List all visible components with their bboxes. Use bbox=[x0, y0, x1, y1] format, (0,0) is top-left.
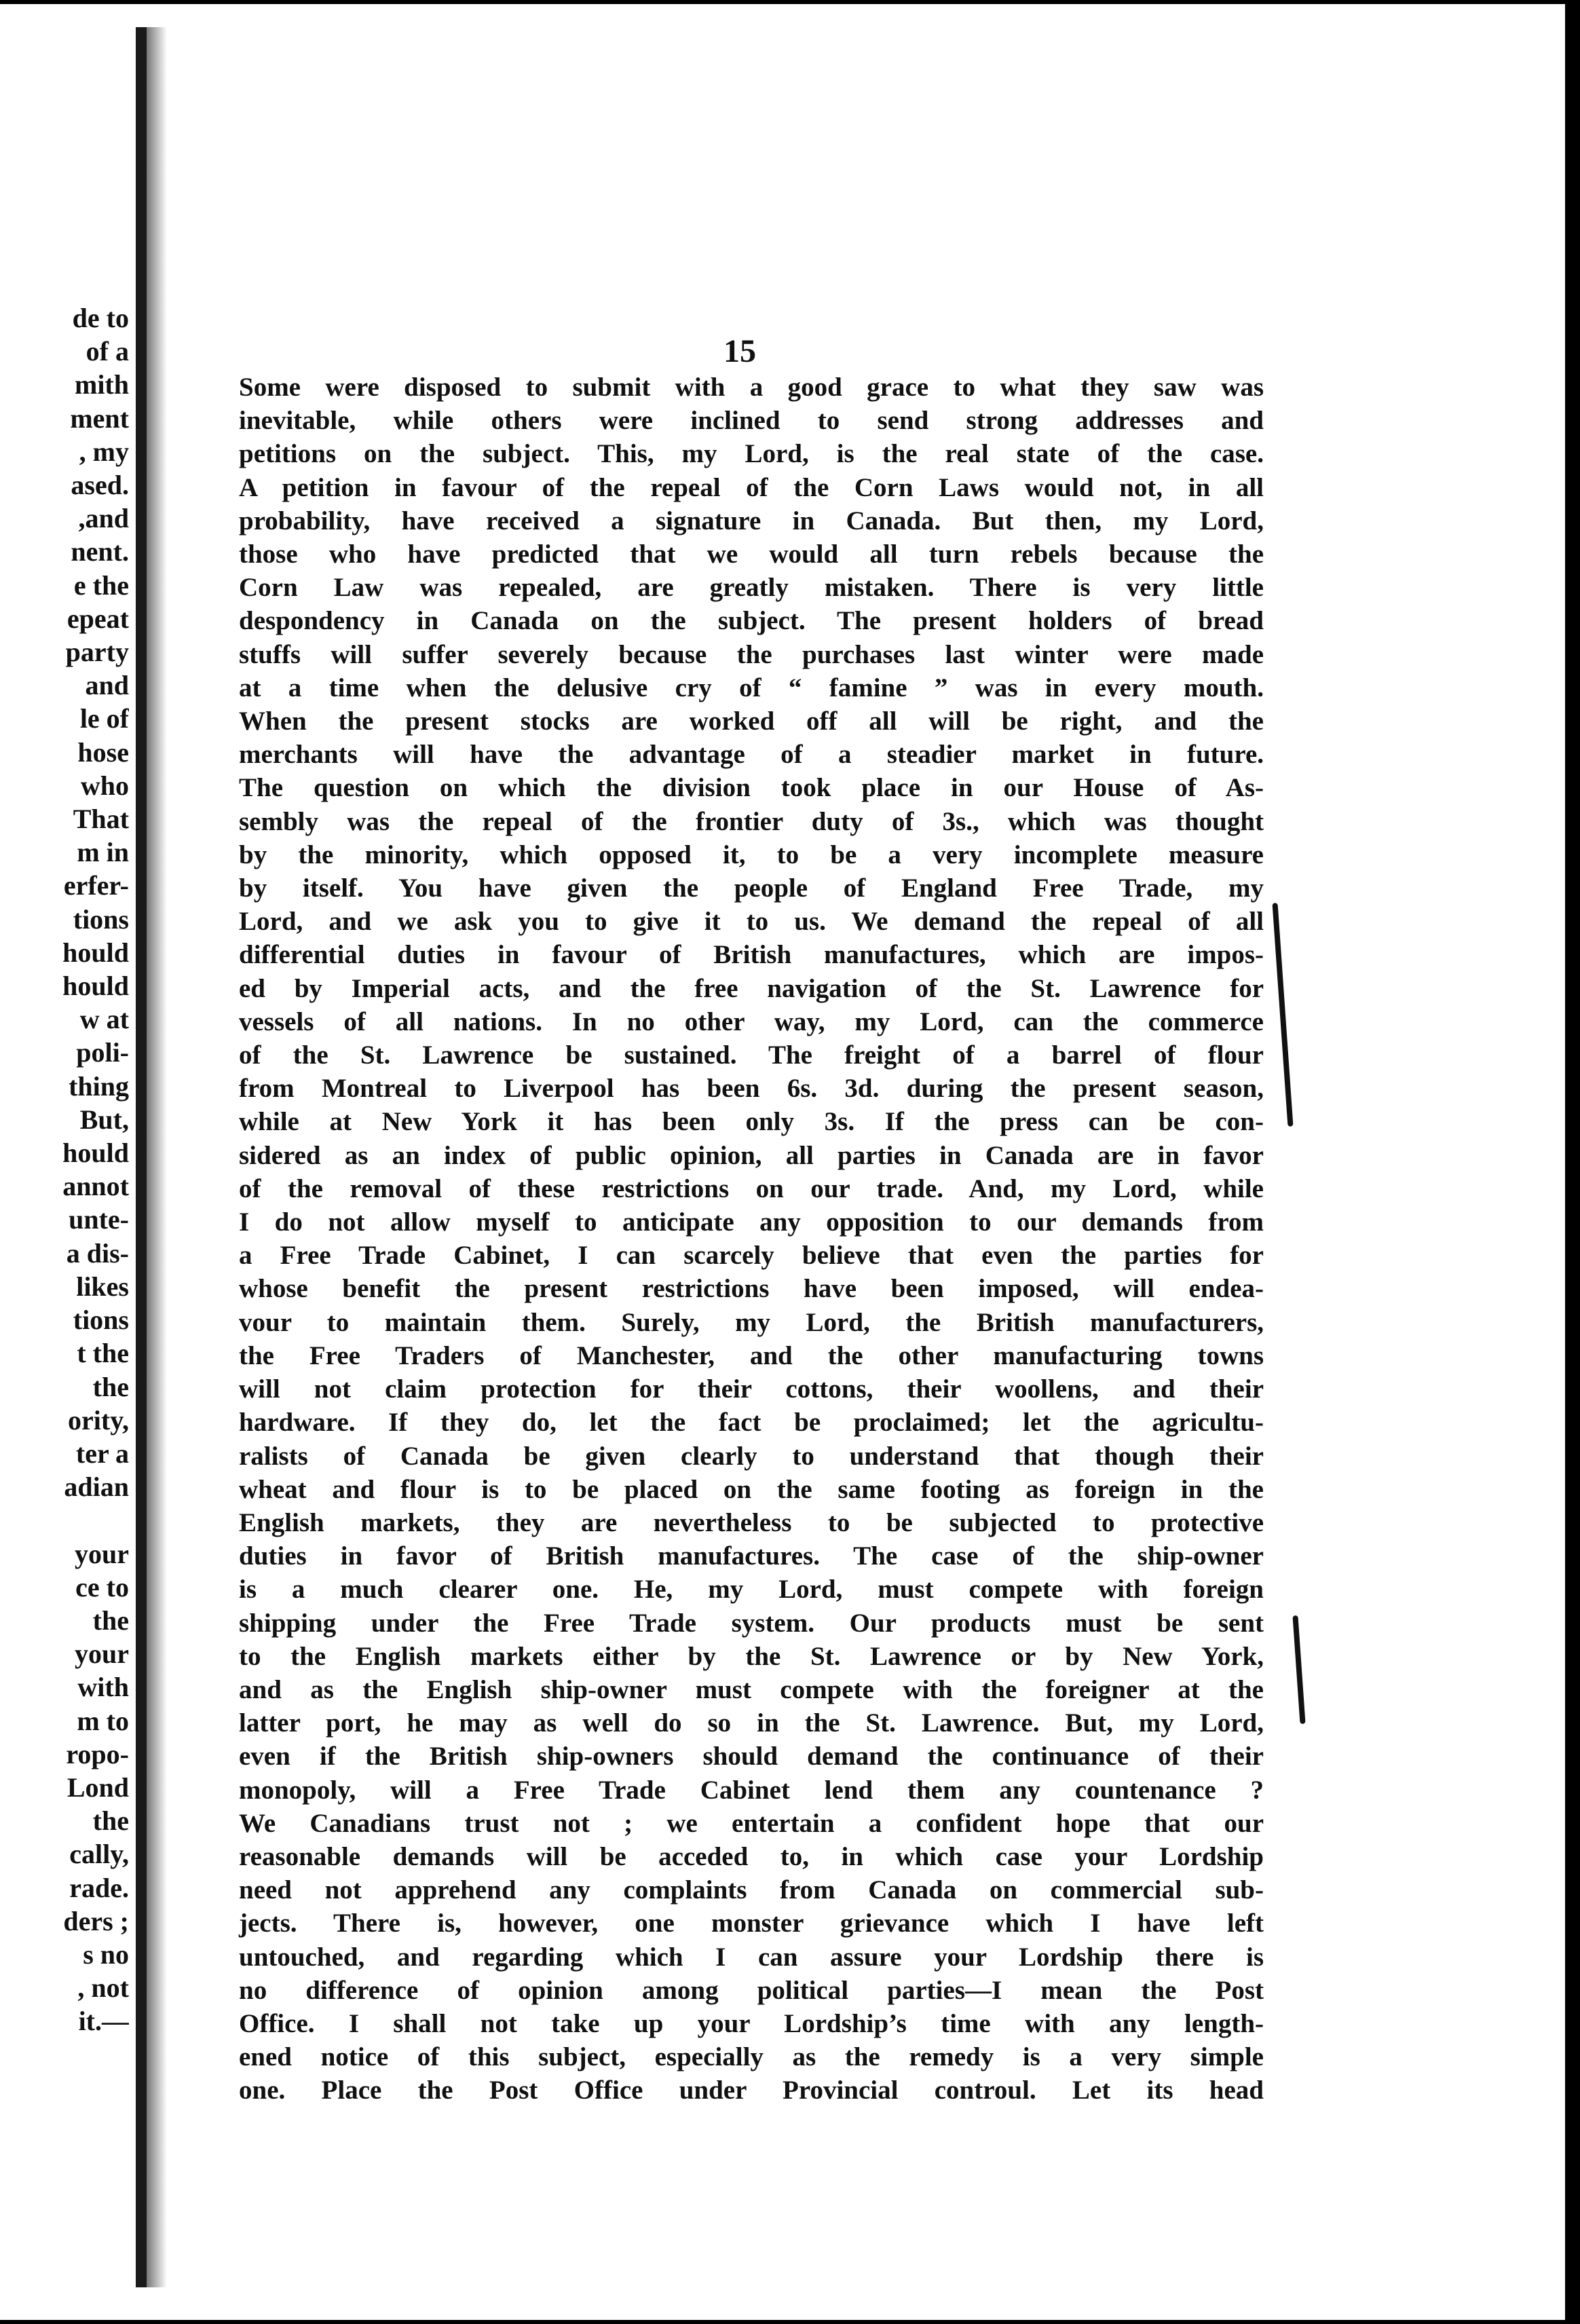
fragment-line: w at bbox=[79, 1004, 129, 1035]
fragment-line: epeat bbox=[67, 603, 129, 634]
text-line: sidered as an index of public opinion, all parties in Canada are in favor bbox=[239, 1140, 1264, 1170]
fragment-line: hould bbox=[62, 971, 129, 1002]
page-number: 15 bbox=[723, 333, 756, 369]
fragment-line: unte- bbox=[69, 1204, 129, 1235]
fragment-line: the bbox=[92, 1605, 129, 1636]
text-line: Some were disposed to submit with a good grace to what they saw was bbox=[239, 373, 1264, 402]
book-gutter bbox=[136, 27, 147, 2287]
text-line: latter port, he may as well do so in the St. Lawrence. But, my Lord, bbox=[239, 1708, 1264, 1738]
fragment-line: ropo- bbox=[66, 1738, 129, 1769]
gutter-shadow bbox=[147, 27, 167, 2287]
text-line: by itself. You have given the people of England Free Trade, my bbox=[239, 874, 1264, 903]
text-line: of the St. Lawrence be sustained. The freight of a barrel of flour bbox=[239, 1041, 1264, 1070]
text-line: vour to maintain them. Surely, my Lord, the British manufacturers, bbox=[239, 1307, 1264, 1337]
text-line: at a time when the delusive cry of “ famine ” was in every mouth. bbox=[239, 673, 1264, 702]
text-line: probability, have received a signature in Canada. But then, my Lord, bbox=[239, 506, 1264, 536]
fragment-line: Lond bbox=[67, 1772, 129, 1803]
text-line: a Free Trade Cabinet, I can scarcely believe that even the parties for bbox=[239, 1241, 1264, 1271]
fragment-line: ter a bbox=[75, 1438, 129, 1469]
fragment-line: But, bbox=[79, 1104, 129, 1135]
text-line: hardware. If they do, let the fact be proclaimed; let the agricultu- bbox=[239, 1408, 1264, 1438]
text-line: English markets, they are nevertheless to be subjected to protective bbox=[239, 1507, 1264, 1537]
text-line: those who have predicted that we would all turn rebels because the bbox=[239, 540, 1264, 569]
fragment-line: hould bbox=[62, 1138, 129, 1169]
margin-mark bbox=[1292, 1615, 1305, 1724]
text-line: no difference of opinion among political parties—I mean the Post bbox=[239, 1975, 1264, 2005]
text-line: from Montreal to Liverpool has been 6s. 3d. during the present season, bbox=[239, 1074, 1264, 1104]
text-line: ralists of Canada be given clearly to understand that though their bbox=[239, 1441, 1264, 1471]
fragment-line: le of bbox=[79, 703, 129, 734]
text-line: whose benefit the present restrictions have been imposed, will endea- bbox=[239, 1274, 1264, 1304]
fragment-line: tions bbox=[73, 1305, 129, 1336]
fragment-line: it.— bbox=[78, 2006, 129, 2037]
text-line: I do not allow myself to anticipate any opposition to our demands from bbox=[239, 1207, 1264, 1237]
fragment-line: ,and bbox=[78, 503, 129, 534]
fragment-line: of a bbox=[86, 336, 129, 367]
text-line: Lord, and we ask you to give it to us. We demand the repeal of all bbox=[239, 907, 1264, 937]
text-line: reasonable demands will be acceded to, in which case your Lordship bbox=[239, 1841, 1264, 1871]
text-line: Corn Law was repealed, are greatly mistaken. There is very little bbox=[239, 573, 1264, 603]
text-line: petitions on the subject. This, my Lord, is the real state of the case. bbox=[239, 439, 1264, 469]
text-line: will not claim protection for their cottons, their woollens, and their bbox=[239, 1374, 1264, 1404]
fragment-line: the bbox=[92, 1371, 129, 1402]
text-line: need not apprehend any complaints from Canada on commercial sub- bbox=[239, 1875, 1264, 1905]
text-line: Office. I shall not take up your Lordship’s time with any length- bbox=[239, 2008, 1264, 2038]
fragment-line: ders ; bbox=[63, 1905, 129, 1936]
text-line: inevitable, while others were inclined to send strong addresses and bbox=[239, 406, 1264, 436]
fragment-line: , not bbox=[77, 1972, 129, 2004]
fragment-line: who bbox=[80, 770, 129, 801]
text-line: despondency in Canada on the subject. The present holders of bread bbox=[239, 606, 1264, 636]
text-line: shipping under the Free Trade system. Our products must be sent bbox=[239, 1608, 1264, 1638]
fragment-line: and bbox=[85, 670, 129, 701]
fragment-line: , my bbox=[79, 436, 129, 467]
text-line: When the present stocks are worked off all will be right, and the bbox=[239, 707, 1264, 736]
text-line: The question on which the division took place in our House of As- bbox=[239, 773, 1264, 803]
fragment-line: party bbox=[65, 637, 129, 668]
fragment-line: a dis- bbox=[66, 1237, 129, 1269]
text-line: monopoly, will a Free Trade Cabinet lend them any countenance ? bbox=[239, 1775, 1264, 1805]
fragment-line: ority, bbox=[68, 1404, 129, 1436]
fragment-line: That bbox=[73, 804, 129, 835]
fragment-line: m to bbox=[77, 1705, 129, 1736]
text-line: the Free Traders of Manchester, and the other manufacturing towns bbox=[239, 1341, 1264, 1370]
text-line: is a much clearer one. He, my Lord, must compete with foreign bbox=[239, 1575, 1264, 1605]
fragment-line: ce to bbox=[75, 1571, 129, 1603]
text-line: one. Place the Post Office under Provincial controul. Let its head bbox=[239, 2076, 1264, 2105]
fragment-line: cally, bbox=[69, 1839, 129, 1870]
fragment-line: e the bbox=[73, 569, 129, 601]
fragment-line: adian bbox=[64, 1472, 129, 1503]
fragment-line: ment bbox=[70, 402, 129, 434]
fragment-line: s no bbox=[83, 1938, 129, 1970]
fragment-line: poli- bbox=[76, 1037, 129, 1068]
fragment-line: erfer- bbox=[63, 870, 129, 901]
bottom-edge bbox=[0, 2320, 1580, 2324]
fragment-line: ased. bbox=[71, 470, 129, 501]
fragment-line bbox=[0, 1503, 129, 1537]
fragment-line: hould bbox=[62, 937, 129, 968]
text-line: of the removal of these restrictions on our trade. And, my Lord, while bbox=[239, 1174, 1264, 1203]
text-line: stuffs will suffer severely because the purchases last winter were made bbox=[239, 639, 1264, 669]
body-text bbox=[239, 371, 1264, 2107]
fragment-line: m in bbox=[77, 837, 129, 868]
text-line: untouched, and regarding which I can assure your Lordship there is bbox=[239, 1942, 1264, 1972]
fragment-line: nent. bbox=[71, 536, 129, 567]
fragment-line: hose bbox=[77, 736, 129, 768]
margin-mark bbox=[1272, 903, 1293, 1127]
text-line: We Canadians trust not ; we entertain a confident hope that our bbox=[239, 1808, 1264, 1838]
fragment-line: tions bbox=[73, 903, 129, 935]
text-line: even if the British ship-owners should demand the continuance of their bbox=[239, 1742, 1264, 1772]
fragment-line: your bbox=[75, 1638, 129, 1670]
text-line: to the English markets either by the St. Lawrence or by New York, bbox=[239, 1641, 1264, 1671]
fragment-line: rade. bbox=[69, 1872, 129, 1903]
text-line: while at New York it has been only 3s. If the press can be con- bbox=[239, 1107, 1264, 1137]
text-line: wheat and flour is to be placed on the same footing as foreign in the bbox=[239, 1474, 1264, 1504]
top-edge bbox=[0, 0, 1580, 4]
fragment-line: with bbox=[77, 1672, 129, 1703]
facing-page-fragments bbox=[0, 301, 129, 2038]
fragment-line: de to bbox=[72, 303, 129, 333]
text-line: ened notice of this subject, especially as the remedy is a very simple bbox=[239, 2042, 1264, 2072]
scan-border-right bbox=[1565, 0, 1580, 2324]
fragment-line: t the bbox=[77, 1338, 129, 1369]
fragment-line: mith bbox=[75, 369, 129, 400]
fragment-line: thing bbox=[69, 1070, 129, 1102]
text-line: by the minority, which opposed it, to be a very incomplete measure bbox=[239, 840, 1264, 869]
text-line: jects. There is, however, one monster grievance which I have left bbox=[239, 1909, 1264, 1938]
fragment-line: annot bbox=[62, 1171, 129, 1202]
text-line: vessels of all nations. In no other way, my Lord, can the commerce bbox=[239, 1007, 1264, 1036]
text-line: merchants will have the advantage of a steadier market in future. bbox=[239, 740, 1264, 770]
fragment-line: the bbox=[92, 1805, 129, 1837]
text-line: sembly was the repeal of the frontier duty of 3s., which was thought bbox=[239, 806, 1264, 836]
text-line: differential duties in favour of British manufactures, which are impos- bbox=[239, 940, 1264, 970]
text-line: and as the English ship-owner must compete with the foreigner at the bbox=[239, 1674, 1264, 1704]
text-line: ed by Imperial acts, and the free navigation of the St. Lawrence for bbox=[239, 973, 1264, 1003]
fragment-line: your bbox=[75, 1538, 129, 1569]
text-line: duties in favor of British manufactures. The case of the ship-owner bbox=[239, 1541, 1264, 1571]
text-line: A petition in favour of the repeal of the Corn Laws would not, in all bbox=[239, 472, 1264, 502]
fragment-line: likes bbox=[76, 1271, 129, 1302]
